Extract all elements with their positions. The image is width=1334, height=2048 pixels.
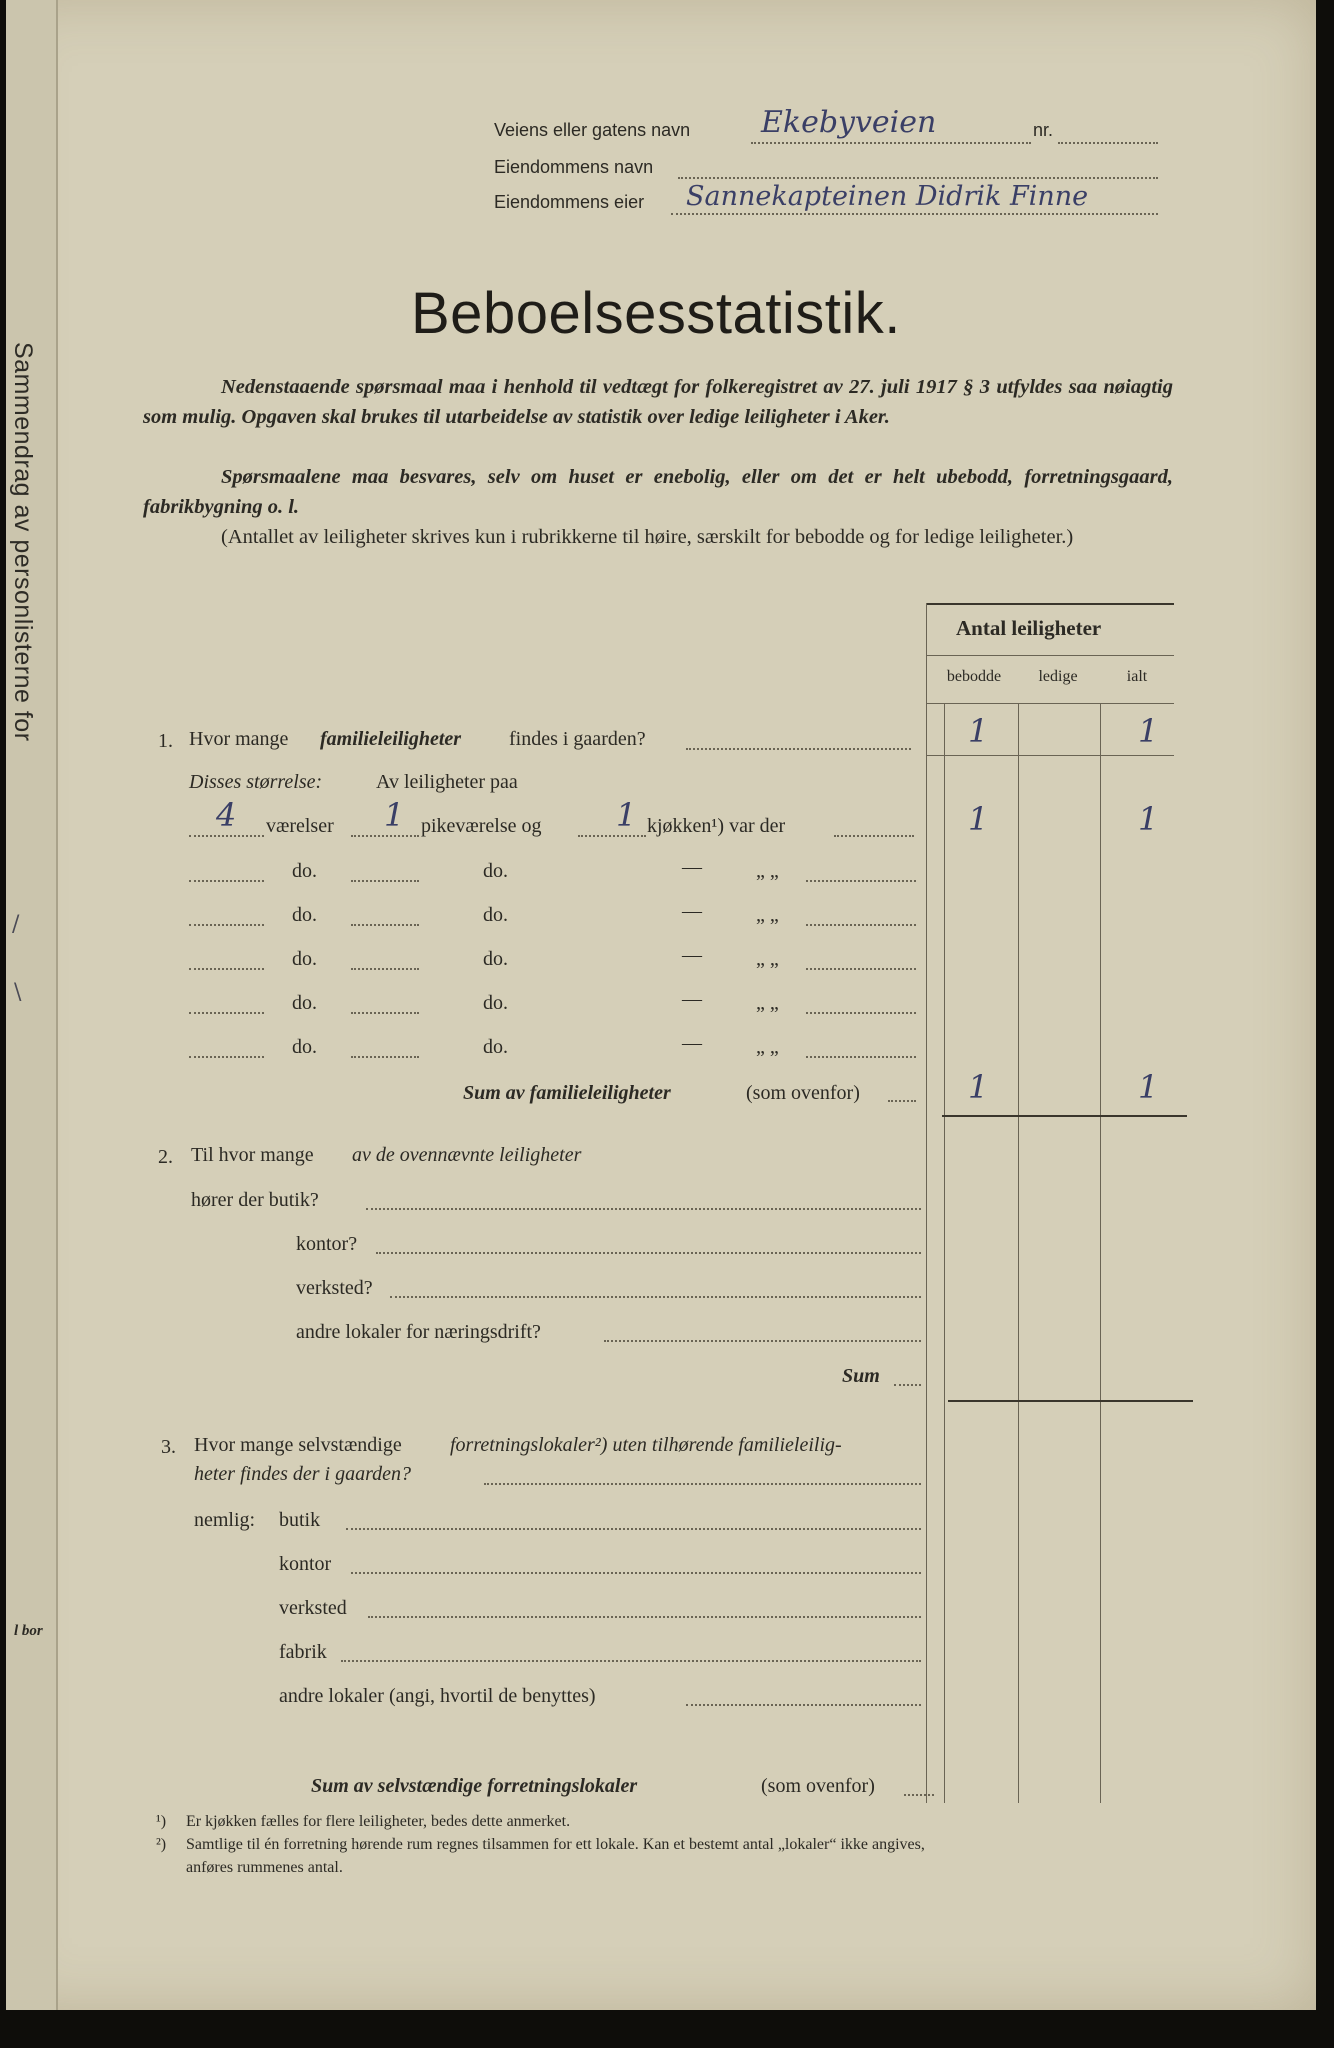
q3-text-c: heter findes der i gaarden? [194,1463,412,1485]
margin-pencil-mark: / [12,912,20,937]
form-page: Sammendrag av personlisterne for l bor / \ Veiens eller gatens navn Ekebyveien nr. Eiendommens navn Eiendommens eier Sannekapteinen Didrik Finne Beboelsesstatistik. Nedenstaaende spørsmaal maa i henhold til vedtægt for folkeregistret av 27. juli 1917 § 3 utfyldes saa nøiagtig som mulig. Opgaven skal brukes til utarbeidelse av statistik over ledige leiligheter i Aker. Spørsmaalene maa besvares, selv om huset er enebolig, eller om det er helt ubebodd, forretningsgaard, fabrikbygning o. l. (Antallet av leiligheter skrives kun i rubrikkerne til høire, særskilt for bebodde og for ledige leiligheter.) Antal leiligheter bebodde ledige ialt 1. Hvor mange familieleiligheter findes i gaarden? 1 1 Disses størrelse: Av leiligheter paa 4 værelser 1 pikeværelse og 1 kjøkken¹) var der 1 1 do. do. — „ „ do. do. — „ „ do. do. — „ „ do. do. — „ „ do. do. — „ „ Sum av familieleiligheter (som ovenfor) 1 1 2. Til hvor mange av de ovennævnte leiligheter hører der butik? kontor? verksted? andre lokaler for næringsdrift? Sum 3. Hvor mange selvstændige forretningslokaler²) uten tilhørende familieleilig- heter findes der i gaarden? nemlig: butik kontor verksted fabrik andre lokaler (angi, hvortil de benyttes) Sum av selvstændige forretningslokaler (som ovenfor) ¹) Er kjøkken fælles for flere leiligheter, bedes dette anmerket. ²) Samtlige til én forretning hørende rum regnes tilsammen for ett lokale. Kan et bestemt antal „lokaler“ ikke angives, anføres rummenes antal. [6,0,1316,2010]
q2-andre: andre lokaler for næringsdrift? [296,1321,541,1343]
size-text: Av leiligheter paa [376,771,518,793]
kitchen-value: 1 [616,796,637,834]
size-row-ialt: 1 [1138,800,1159,838]
table-top-rule [926,603,1174,605]
rooms-line [189,835,264,837]
q2-verksted: verksted? [296,1277,373,1299]
q3-kontor: kontor [279,1553,332,1575]
q2-sum-leader [894,1384,921,1386]
q1-ialt-value: 1 [1138,712,1159,750]
page-title: Beboelsesstatistik. [411,281,901,346]
rooms-label: værelser [266,815,334,837]
property-name-line [678,177,1158,179]
intro-paragraph-1: Nedenstaaende spørsmaal maa i henhold til vedtægt for folkeregistret av 27. juli 1917 § 3 utfyldes saa nøiagtig som mulig. Opgaven skal brukes til utarbeidelse av statistik over ledige leiligheter i Aker. [143,376,1173,428]
footnote-2a: Samtlige til én forretning hørende rum regnes tilsammen for ett lokale. Kan et bestemt antal „lokaler“ ikke angives, [186,1836,925,1853]
q3-sum-leader [904,1794,934,1796]
q3-butik-leader [346,1528,921,1530]
q3-fabrik: fabrik [279,1641,327,1663]
q2-text-b: av de ovennævnte leiligheter [352,1144,582,1166]
property-name-label: Eiendommens navn [494,157,654,177]
q3-verksted-leader [368,1616,921,1618]
q1-sum-bebodde: 1 [968,1068,989,1106]
header-rule [926,703,1174,704]
table-col-divider [944,703,945,1803]
owner-line [671,213,1158,215]
q3-kontor-leader [351,1572,921,1574]
nr-label: nr. [1033,120,1054,140]
kitchen-label: kjøkken¹) var der [647,815,786,837]
q3-text-b: forretningslokaler²) uten tilhørende familieleilig- [450,1434,842,1456]
q3-verksted: verksted [279,1597,347,1619]
col-ledige: ledige [1038,668,1078,685]
street-value: Ekebyveien [761,105,937,140]
q1-sum-label: Sum av familieleiligheter [463,1082,671,1104]
size-row-leader [834,835,914,837]
intro-paragraph-2: Spørsmaalene maa besvares, selv om huset er enebolig, eller om det er helt ubebodd, forretningsgaard, fabrikbygning o. l. [143,466,1173,518]
col-ialt: ialt [1126,668,1148,685]
col-bebodde: bebodde [946,668,1002,685]
q3-andre: andre lokaler (angi, hvortil de benyttes) [279,1685,596,1707]
table-left-border [926,603,927,1803]
street-line [751,142,1031,144]
q1-sum-rule [942,1115,1187,1117]
size-label: Disses størrelse: [189,771,323,793]
q2-verksted-leader [390,1296,921,1298]
q3-sum-label: Sum av selvstændige forretningslokaler [311,1775,638,1797]
q2-number: 2. [158,1146,173,1168]
maid-label: pikeværelse og [421,815,542,837]
q2-text-a: Til hvor mange [191,1144,314,1166]
intro-paragraph-3: (Antallet av leiligheter skrives kun i rubrikkerne til høire, særskilt for bebodde og for ledige leiligheter.) [221,526,1074,548]
q2-kontor-leader [376,1252,921,1254]
footnote-2b: anføres rummenes antal. [186,1859,343,1876]
q1-text-a: Hvor mange [189,728,289,750]
q3-nemlig: nemlig: [194,1509,256,1531]
q2-sum: Sum [842,1365,880,1387]
maid-value: 1 [384,796,405,834]
q1-sum-leader [888,1100,916,1102]
owner-label: Eiendommens eier [494,192,645,212]
q1-number: 1. [158,730,173,752]
q2-andre-leader [604,1340,921,1342]
margin-pencil-mark: \ [14,980,22,1005]
q1-sum-ialt: 1 [1138,1068,1159,1106]
footnote-1-mark: ¹) [156,1813,167,1830]
nr-line [1058,142,1158,144]
spine-heading: Sammendrag av personlisterne for [9,342,37,742]
q3-butik: butik [279,1509,321,1531]
kitchen-line [578,835,646,837]
q3-number: 3. [161,1436,176,1458]
q1-text-b: familieleiligheter [320,728,462,750]
rooms-value: 4 [216,796,237,834]
q2-butik-leader [366,1208,921,1210]
margin-bor: l bor [14,1623,43,1639]
owner-value: Sannekapteinen Didrik Finne [686,181,1089,212]
q3-sum-label-b: (som ovenfor) [761,1775,875,1797]
q1-text-c: findes i gaarden? [509,728,646,750]
size-row-bebodde: 1 [968,800,989,838]
q3-leader [484,1483,921,1485]
left-page-edge [6,0,58,2010]
street-label: Veiens eller gatens navn [494,120,691,140]
q1-sum-label-b: (som ovenfor) [746,1082,860,1104]
table-title-rule [926,655,1174,656]
q3-fabrik-leader [341,1660,921,1662]
q2-sum-rule [948,1400,1193,1402]
q1-row-rule [926,755,1174,756]
q1-bebodde-value: 1 [968,712,989,750]
q2-butik: hører der butik? [191,1189,319,1211]
footnote-1: Er kjøkken fælles for flere leiligheter, bedes dette anmerket. [186,1813,571,1830]
table-col-divider [1018,703,1019,1803]
q3-text-a: Hvor mange selvstændige [194,1434,402,1456]
q3-andre-leader [686,1704,921,1706]
footnote-2-mark: ²) [156,1836,167,1853]
q1-leader [686,748,911,750]
q2-kontor: kontor? [296,1233,358,1255]
maid-line [351,835,419,837]
table-col-divider [1100,703,1101,1803]
table-title: Antal leiligheter [956,616,1102,640]
